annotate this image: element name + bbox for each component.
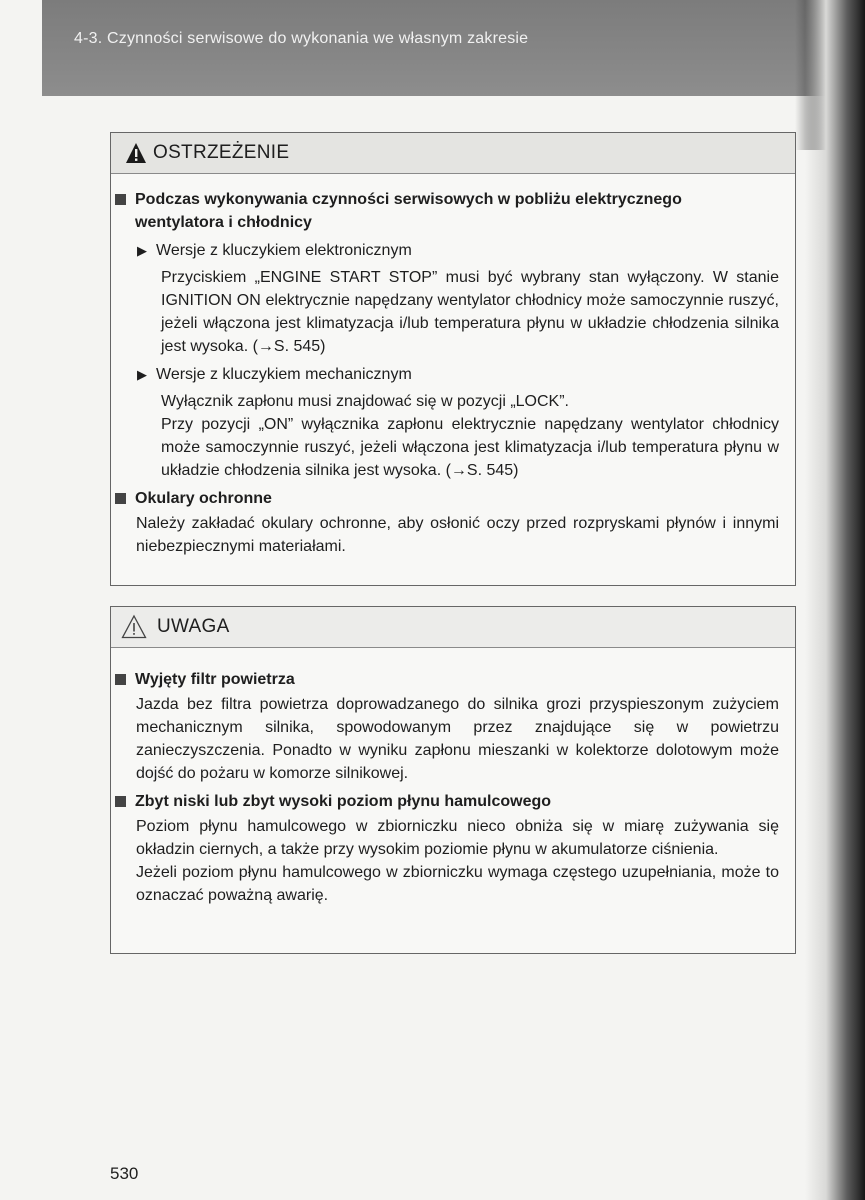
warning-box-label: OSTRZEŻENIE	[153, 142, 290, 163]
sub-item-label: Wersje z kluczykiem elektronicznym	[156, 242, 412, 259]
caution-box-header	[111, 607, 795, 648]
body-paragraph: Przy pozycji „ON” wyłącznika zapłonu elektrycznie napędzany wentylator chłodnicy może samoczynnie ruszyć, jeżeli włączona jest klimatyzacja i/lub temperatura płynu w układzie chłodzenia silnika jest wysoka. (→S. 545)	[161, 416, 779, 479]
body-paragraph: Przyciskiem „ENGINE START STOP” musi być wybrany stan wyłączony. W stanie IGNITION ON elektrycznie napędzany wentylator chłodnicy może samoczynnie ruszyć, jeżeli włączona jest klimatyzacja i/lub temperatura płynu w układzie chłodzenia silnika jest wysoka. (→S. 545)	[161, 269, 779, 355]
section-title-text: Zbyt niski lub zbyt wysoki poziom płynu hamulcowego	[135, 793, 552, 810]
bullet-square-icon	[115, 493, 126, 504]
triangle-bullet-icon: ▶	[137, 367, 147, 382]
sub-item-label: Wersje z kluczykiem mechanicznym	[156, 366, 412, 383]
body-paragraph: Jazda bez filtra powietrza doprowadzanego do silnika grozi przyspieszonym zużyciem mechanicznym silnika, spowodowanym przez znajdujące się w powietrzu zanieczyszczenia. Ponadto w wyniku zapłonu mieszanki w kolektorze dolotowym może dojść do pożaru w komorze silnikowej.	[136, 696, 779, 782]
chapter-header-band	[42, 0, 865, 96]
page-spine-shadow	[805, 0, 865, 1200]
section-title	[115, 487, 779, 510]
sub-item	[115, 239, 779, 262]
warning-box-content	[111, 174, 795, 558]
sub-item	[115, 363, 779, 386]
section-title	[115, 668, 779, 691]
body-paragraph: Należy zakładać okulary ochronne, aby osłonić oczy przed rozpryskami płynów i innymi niebezpiecznymi materiałami.	[136, 515, 779, 555]
caution-box-label: UWAGA	[157, 616, 230, 637]
bullet-square-icon	[115, 674, 126, 685]
body-paragraph: Wyłącznik zapłonu musi znajdować się w pozycji „LOCK”.	[161, 393, 569, 410]
warning-box-header	[111, 133, 795, 174]
bullet-square-icon	[115, 194, 126, 205]
caution-box-content	[111, 648, 795, 907]
section-title-text: Wyjęty filtr powietrza	[135, 671, 295, 688]
body-paragraph: Poziom płynu hamulcowego w zbiorniczku nieco obniża się w miarę zużywania się okładzin ciernych, a także przy wysokim poziomie płynu w akumulatorze ciśnienia.	[136, 818, 779, 858]
chapter-header-title: 4-3. Czynności serwisowe do wykonania we własnym zakresie	[74, 30, 529, 47]
caution-box	[110, 606, 796, 954]
warning-triangle-filled-icon	[125, 142, 147, 164]
section-title	[115, 188, 779, 234]
section-title-text: Okulary ochronne	[135, 490, 272, 507]
section-title	[115, 790, 779, 813]
triangle-bullet-icon: ▶	[137, 243, 147, 258]
bullet-square-icon	[115, 796, 126, 807]
warning-box	[110, 132, 796, 586]
section-title-line: wentylatora i chłodnicy	[135, 214, 312, 231]
body-paragraph: Jeżeli poziom płynu hamulcowego w zbiorniczku wymaga częstego uzupełniania, może to oznaczać poważną awarię.	[136, 864, 779, 904]
section-title-line: Podczas wykonywania czynności serwisowych w pobliżu elektrycznego	[135, 191, 682, 208]
caution-triangle-outline-icon	[121, 614, 147, 640]
page-number: 530	[110, 1164, 139, 1183]
